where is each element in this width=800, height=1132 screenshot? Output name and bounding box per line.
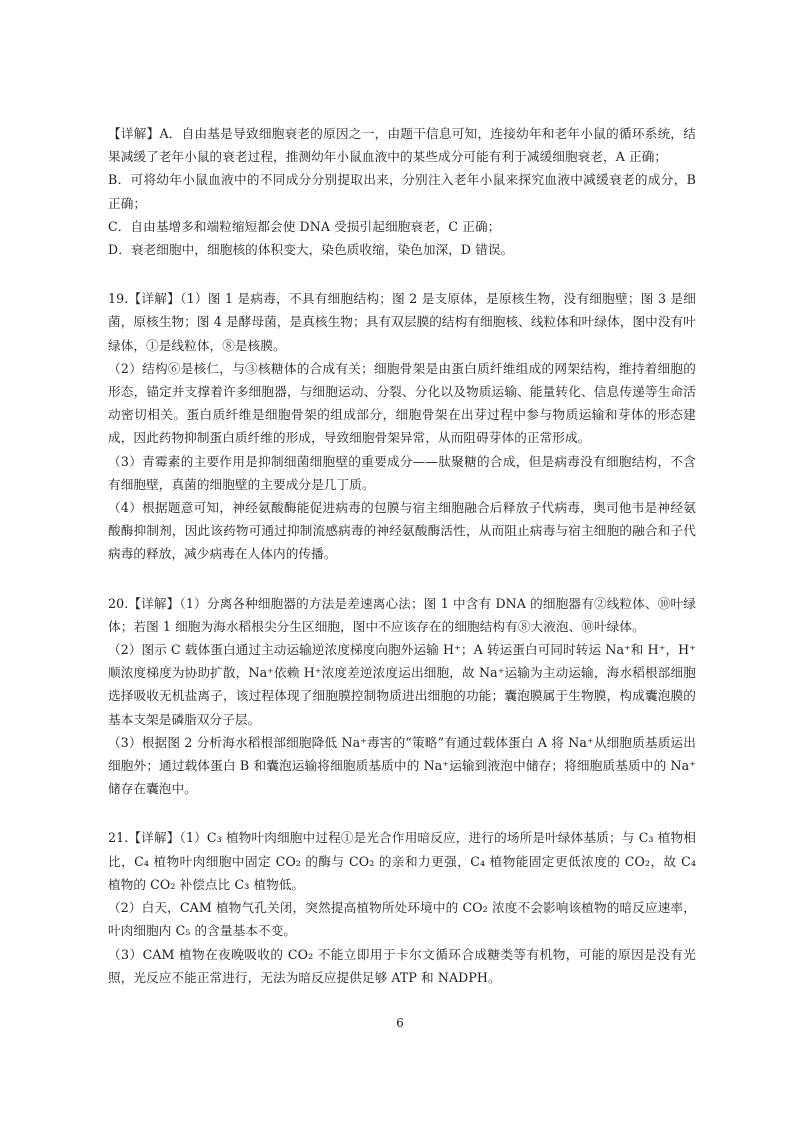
answer-section-q19: [108, 287, 696, 565]
answer-section-q20: [108, 592, 696, 801]
paragraph: C．自由基增多和端粒缩短都会使 DNA 受损引起细胞衰老，C 正确；: [108, 218, 501, 234]
paragraph: （2）图示 C 载体蛋白通过主动运输逆浓度梯度向胞外运输 H⁺；A 转运蛋白可同时转运 Na⁺和 H⁺，H⁺顺浓度梯度为协助扩散，Na⁺依赖 H⁺浓度差逆浓度运出细胞，故 Na⁺运输为主动运输，海水稻根部细胞选择吸收无机盐离子，该过程体现了细胞膜控制物质进出细胞的功能；囊泡膜属于生物膜，构成囊泡膜的基本支架是磷脂双分子层。: [108, 642, 696, 727]
paragraph: （4）根据题意可知，神经氨酸酶能促进病毒的包膜与宿主细胞融合后释放子代病毒，奥司他韦是神经氨酸酶抑制剂，因此该药物可通过抑制流感病毒的神经氨酸酶活性，从而阻止病毒与宿主细胞的融合和子代病毒的释放，减少病毒在人体内的传播。: [108, 500, 696, 562]
paragraph: 20.【详解】（1）分离各种细胞器的方法是差速离心法；图 1 中含有 DNA 的细胞器有②线粒体、⑩叶绿体；若图 1 细胞为海水稻根尖分生区细胞，图中不应该存在的细胞结构有⑧大液泡、⑩叶绿体。: [108, 595, 696, 634]
paragraph: D．衰老细胞中，细胞核的体积变大，染色质收缩，染色加深，D 错误。: [108, 242, 514, 258]
paragraph: 19.【详解】（1）图 1 是病毒，不具有细胞结构；图 2 是支原体，是原核生物，没有细胞壁；图 3 是细菌，原核生物；图 4 是酵母菌，是真核生物；具有双层膜的结构有细胞核、线粒体和叶绿体，图中没有叶绿体，①是线粒体，⑧是核膜。: [108, 291, 696, 353]
page-number: 6: [396, 1016, 404, 1030]
paragraph: B．可将幼年小鼠血液中的不同成分分别提取出来，分别注入老年小鼠来探究血液中减缓衰老的成分，B 正确；: [108, 172, 696, 211]
paragraph: 【详解】A．自由基是导致细胞衰老的原因之一，由题干信息可知，连接幼年和老年小鼠的循环系统，结果减缓了老年小鼠的衰老过程，推测幼年小鼠血液中的某些成分可能有利于减缓细胞衰老，A 正确；: [108, 126, 696, 165]
paragraph: （2）白天，CAM 植物气孔关闭，突然提高植物所处环境中的 CO₂ 浓度不会影响该植物的暗反应速率，叶肉细胞内 C₅ 的含量基本不变。: [108, 900, 696, 939]
answer-section-q21: [108, 826, 696, 988]
answer-content: [108, 122, 696, 989]
paragraph: （3）青霉素的主要作用是抑制细菌细胞壁的重要成分——肽聚糖的合成，但是病毒没有细胞结构，不含有细胞壁，真菌的细胞壁的主要成分是几丁质。: [108, 453, 696, 492]
paragraph: （2）结构⑥是核仁，与③核糖体的合成有关；细胞骨架是由蛋白质纤维组成的网架结构，维持着细胞的形态，锚定并支撑着许多细胞器，与细胞运动、分裂、分化以及物质运输、能量转化、信息传递等生命活动密切相关。蛋白质纤维是细胞骨架的组成部分，细胞骨架在出芽过程中参与物质运输和芽体的形态建成，因此药物抑制蛋白质纤维的形成，导致细胞骨架异常，从而阻碍芽体的正常形成。: [108, 360, 696, 446]
paragraph: （3）CAM 植物在夜晚吸收的 CO₂ 不能立即用于卡尔文循环合成糖类等有机物，可能的原因是没有光照，光反应不能正常进行，无法为暗反应提供足够 ATP 和 NADPH。: [108, 946, 696, 985]
paragraph: 21.【详解】（1）C₃ 植物叶肉细胞中过程①是光合作用暗反应，进行的场所是叶绿体基质；与 C₃ 植物相比，C₄ 植物叶肉细胞中固定 CO₂ 的酶与 CO₂ 的亲和力更强，C₄ 植物能固定更低浓度的 CO₂，故 C₄ 植物的 CO₂ 补偿点比 C₃ 植物低。: [108, 830, 696, 892]
paragraph: （3）根据图 2 分析海水稻根部细胞降低 Na⁺毒害的“策略”有通过载体蛋白 A 将 Na⁺从细胞质基质运出细胞外；通过载体蛋白 B 和囊泡运输将细胞质基质中的 Na⁺运输到液泡中储存；将细胞质基质中的 Na⁺储存在囊泡中。: [108, 734, 696, 797]
answer-section-q18: [108, 122, 696, 261]
